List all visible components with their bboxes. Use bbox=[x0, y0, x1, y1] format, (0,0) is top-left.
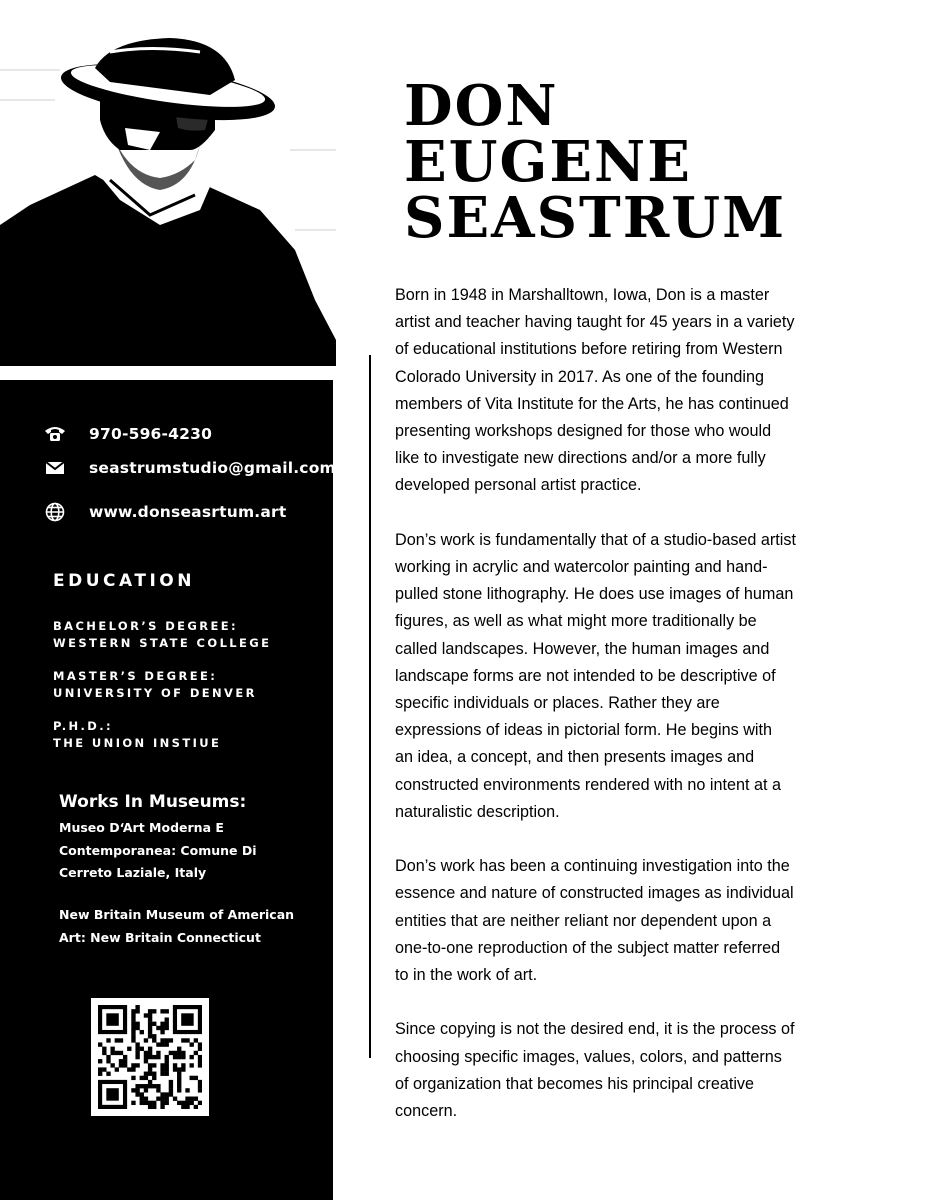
name-line: DON bbox=[404, 73, 559, 139]
phone-number[interactable]: 970-596-4230 bbox=[89, 425, 213, 443]
bio-paragraph: Since copying is not the desired end, it is the process of choosing specific images, values, colors, and patterns of organization that becomes his principal creative concern. bbox=[395, 1020, 795, 1121]
bio-paragraph: Don’s work has been a continuing investigation into the essence and nature of constructed images as individual entities that are neither reliant nor dependent upon a one-to-one reproduction of the subject matter referred to in the work of art. bbox=[395, 857, 794, 985]
qr-code[interactable] bbox=[91, 998, 209, 1116]
portrait-photo bbox=[0, 0, 336, 366]
globe-icon bbox=[44, 501, 66, 523]
sidebar bbox=[0, 380, 336, 1200]
contact-email[interactable] bbox=[44, 456, 336, 480]
name-line: SEASTRUM bbox=[404, 185, 787, 251]
museums-heading: Works In Museums: bbox=[59, 792, 247, 812]
biography bbox=[395, 282, 835, 1152]
degree-title: BACHELOR’S DEGREE: bbox=[53, 619, 238, 633]
museum-item: Museo D‘Art Moderna E Contemporanea: Comune Di Cerreto Laziale, Italy bbox=[59, 820, 257, 880]
degree-school: WESTERN STATE COLLEGE bbox=[53, 636, 272, 650]
degree-school: THE UNION INSTIUE bbox=[53, 736, 222, 750]
degree-entry bbox=[53, 718, 221, 752]
museum-item: New Britain Museum of American Art: New Britain Connecticut bbox=[59, 907, 295, 945]
degree-entry bbox=[53, 668, 257, 702]
email-address[interactable]: seastrumstudio@gmail.com bbox=[89, 459, 336, 477]
bio-paragraph: Don’s work is fundamentally that of a studio-based artist working in acrylic and watercolor painting and hand- pulled stone lithography. He does use images of human figures, as well as what might more traditionally be called landscapes. However, the human images and landscape forms are not intended to be descriptive of specific individuals or places. Rather they are expressions of ideas in pictorial form. He begins with an idea, a concept, and then presents images and constructed environments rendered with no intent at a naturalistic description. bbox=[395, 530, 796, 821]
mail-icon bbox=[44, 457, 66, 479]
degree-title: MASTER’S DEGREE: bbox=[53, 669, 218, 683]
contact-phone[interactable] bbox=[44, 422, 213, 446]
degree-school: UNIVERSITY OF DENVER bbox=[53, 686, 257, 700]
degree-entry bbox=[53, 618, 271, 652]
degree-title: P.H.D.: bbox=[53, 719, 113, 733]
education-heading: EDUCATION bbox=[53, 571, 195, 591]
bio-paragraph: Born in 1948 in Marshalltown, Iowa, Don is a master artist and teacher having taught for 45 years in a variety of educational institutions before retiring from Western Colorado University in 2017. As one of the founding members of Vita Institute for the Arts, he has continued presenting workshops designed for those who would like to investigate new directions and/or a more fully developed personal artist practice. bbox=[395, 286, 795, 495]
phone-icon bbox=[44, 423, 66, 445]
vertical-divider bbox=[369, 355, 371, 1058]
name-line: EUGENE bbox=[404, 129, 692, 195]
person-name bbox=[404, 73, 787, 251]
contact-website[interactable] bbox=[44, 500, 287, 524]
website-link[interactable]: www.donseasrtum.art bbox=[89, 503, 287, 521]
